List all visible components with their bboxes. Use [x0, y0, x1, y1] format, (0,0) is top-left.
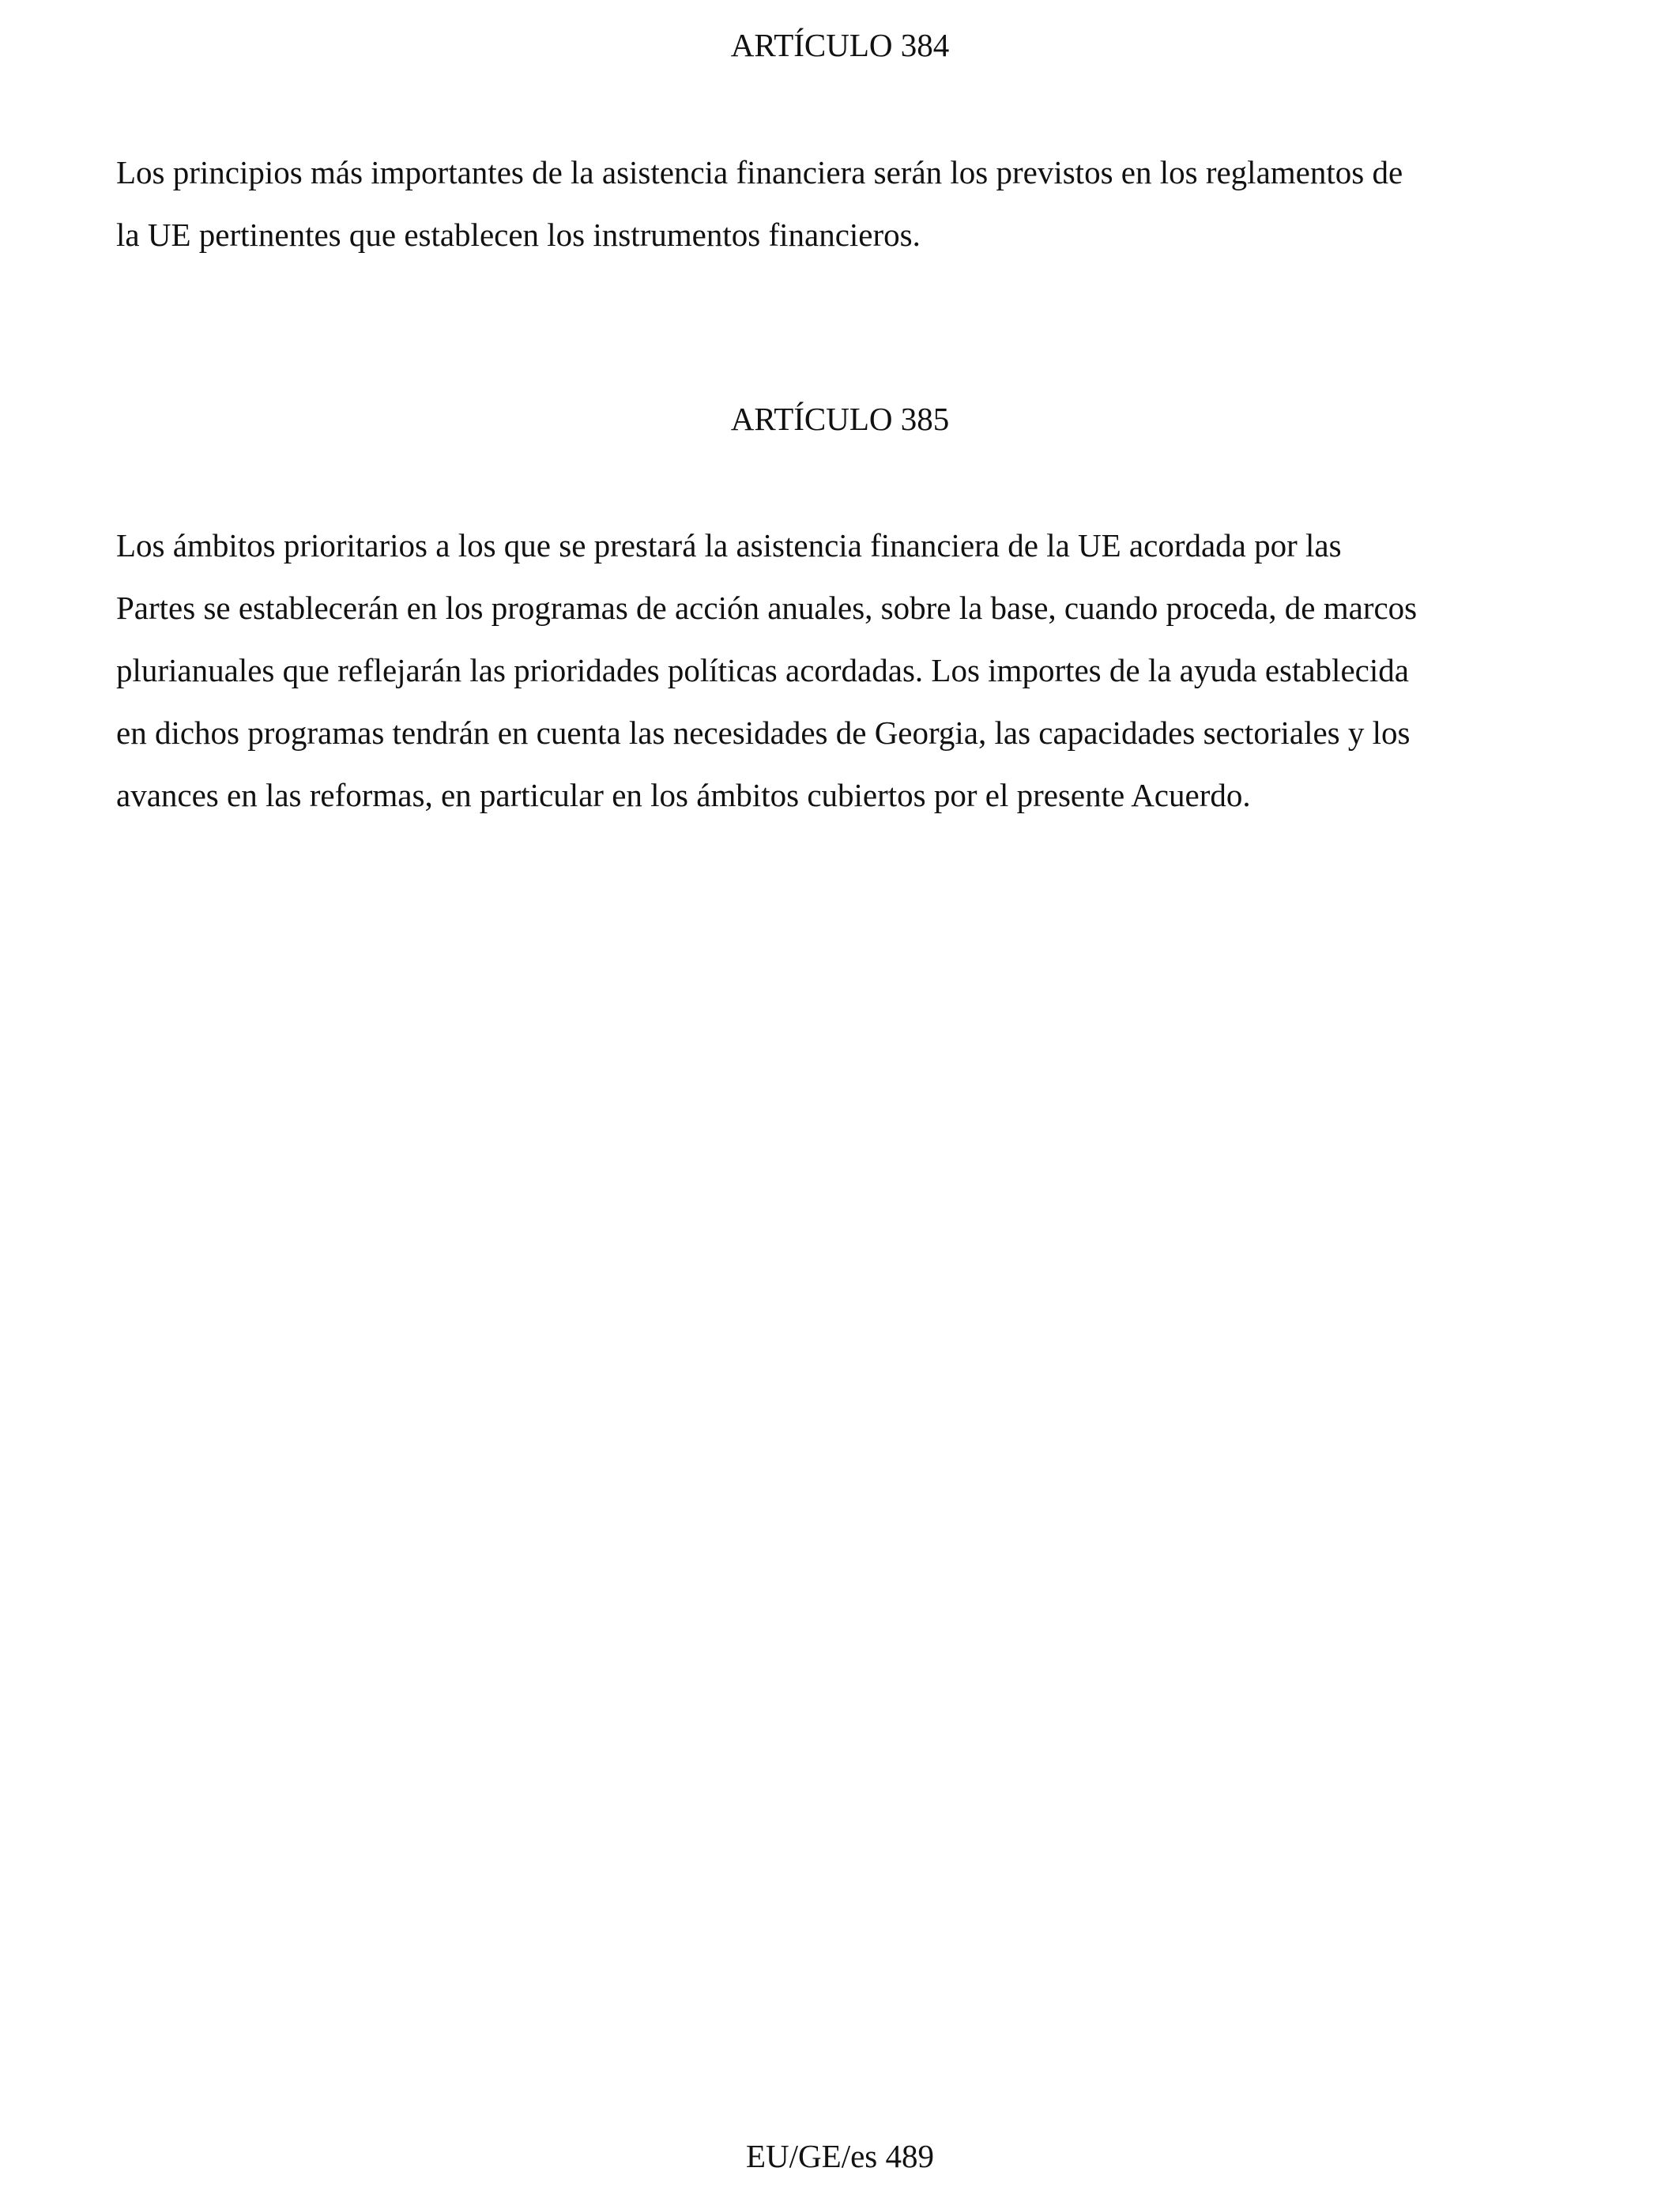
article-385-line: Partes se establecerán en los programas de acción anuales, sobre la base, cuando proceda, de marcos: [116, 590, 1418, 626]
article-384-line: la UE pertinentes que establecen los instrumentos financieros.: [116, 217, 921, 253]
article-385-line: plurianuales que reflejarán las prioridades políticas acordadas. Los importes de la ayuda establecida: [116, 652, 1409, 688]
article-384-heading: ARTÍCULO 384: [730, 27, 950, 63]
page-footer-reference: EU/GE/es 489: [746, 2138, 934, 2174]
article-385-paragraph: [116, 515, 1586, 827]
article-385-line: Los ámbitos prioritarios a los que se prestará la asistencia financiera de la UE acordada por las: [116, 527, 1342, 564]
article-385-line: en dichos programas tendrán en cuenta las necesidades de Georgia, las capacidades sectoriales y los: [116, 714, 1411, 751]
article-384-paragraph: [116, 141, 1586, 266]
article-385-line: avances en las reformas, en particular en los ámbitos cubiertos por el presente Acuerdo.: [116, 777, 1251, 813]
article-384-line: Los principios más importantes de la asistencia financiera serán los previstos en los reglamentos de: [116, 154, 1403, 190]
article-385-heading: ARTÍCULO 385: [730, 401, 950, 437]
